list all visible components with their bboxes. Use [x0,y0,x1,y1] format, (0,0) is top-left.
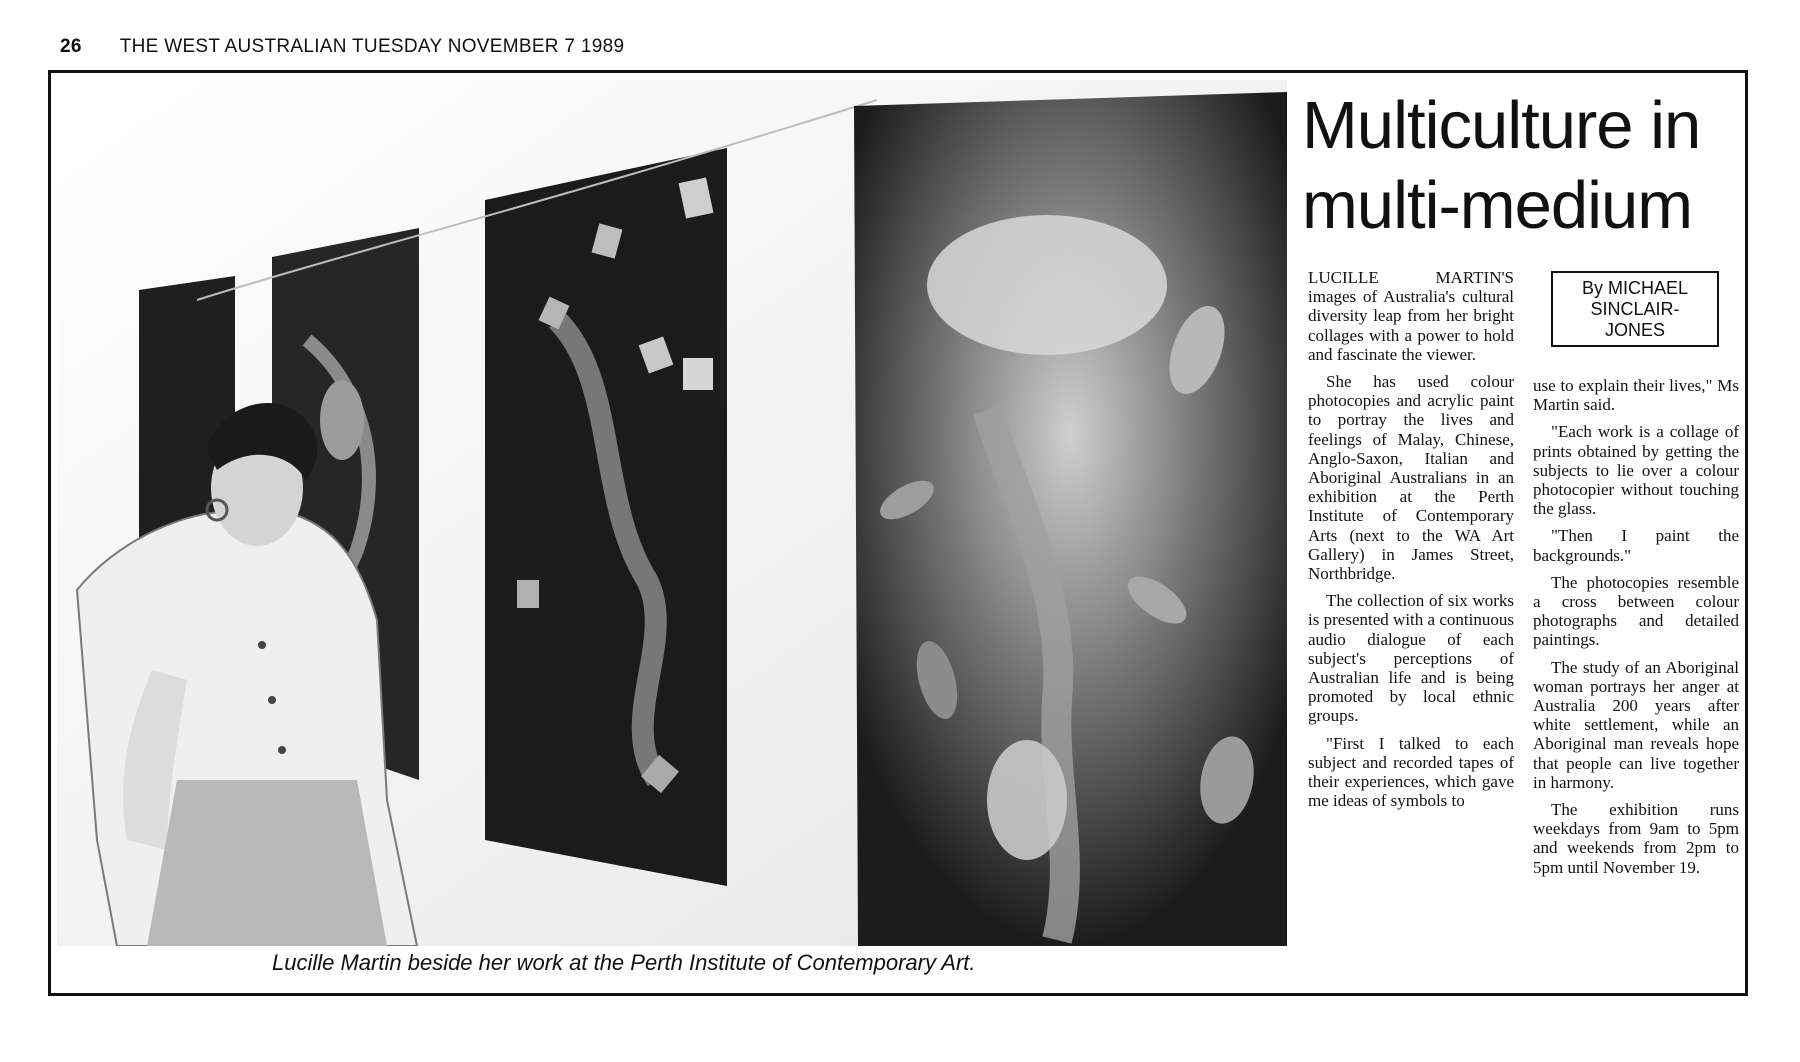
paragraph: The exhibition runs weekdays from 9am to 5pm and weekends from 2pm to 5pm until November 19. [1533,800,1739,877]
byline-line-2: SINCLAIR- [1590,299,1680,319]
headline-line-1: Multiculture in [1302,88,1701,163]
page-number: 26 [60,36,82,57]
paragraph: The photocopies resemble a cross between colour photographs and detailed paintings. [1533,572,1739,650]
paragraph: The collection of six works is presented with a continuous audio dialogue of each subject's perceptions of Australian life and is being promoted by local ethnic groups. [1308,591,1514,726]
article-headline [1302,86,1738,246]
byline-box [1551,271,1719,347]
publication-line: THE WEST AUSTRALIAN TUESDAY NOVEMBER 7 1989 [119,36,625,57]
headline-line-2: multi-medium [1302,168,1693,243]
article-column-1 [1308,268,1514,818]
page-header [60,36,624,58]
painting-collage [485,148,727,886]
paragraph: She has used colour photocopies and acrylic paint to portray the lives and feelings of Malay, Chinese, Anglo-Saxon, Italian and Aboriginal Australians in an exhibition at the Perth Institute of Contemporary Arts (next to the WA Art Gallery) in James Street, Northbridge. [1308,372,1514,584]
article-column-2 [1533,376,1739,885]
photo-illustration [57,80,1287,946]
byline-line-3: JONES [1604,320,1665,340]
paragraph: "Then I paint the backgrounds." [1533,526,1739,565]
photo-caption: Lucille Martin beside her work at the Perth Institute of Contemporary Art. [272,950,976,975]
article-photo [57,80,1287,946]
paragraph: "First I talked to each subject and recorded tapes of their experiences, which gave me ideas of symbols to [1308,733,1514,811]
byline-line-1: By MICHAEL [1581,278,1689,298]
paragraph: LUCILLE MARTIN'S images of Australia's cultural diversity leap from her bright collages with a power to hold and fascinate the viewer. [1308,268,1514,364]
paragraph: use to explain their lives," Ms Martin said. [1533,376,1739,415]
paragraph: The study of an Aboriginal woman portrays her anger at Australia 200 years after white settlement, while an Aboriginal man reveals hope that people can live together in harmony. [1533,657,1739,792]
paragraph: "Each work is a collage of prints obtained by getting the subjects to lie over a colour photocopier without touching the glass. [1533,422,1739,519]
